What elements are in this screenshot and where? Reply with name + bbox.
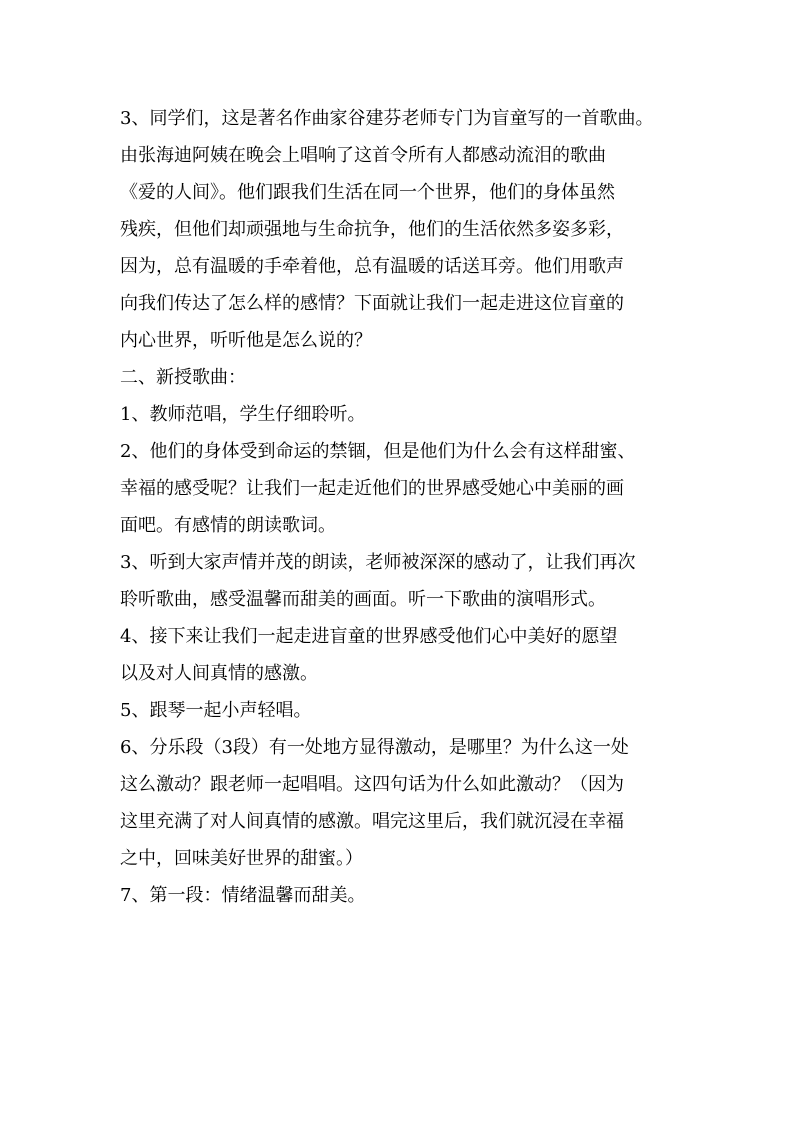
text-line: 以及对人间真情的感激。: [120, 663, 318, 684]
text-line: 3、同学们，这是著名作曲家谷建芬老师专门为盲童写的一首歌曲。: [120, 108, 654, 129]
text-line: 由张海迪阿姨在晚会上唱响了这首令所有人都感动流泪的歌曲: [120, 145, 606, 166]
text-line: 之中，回味美好世界的甜蜜。）: [120, 848, 363, 869]
section-heading: 二、新授歌曲：: [120, 367, 246, 388]
text-line: 面吧。有感情的朗读歌词。: [120, 515, 336, 536]
document-body: [120, 100, 710, 914]
text-line: 聆听歌曲，感受温馨而甜美的画面。听一下歌曲的演唱形式。: [120, 589, 606, 610]
text-line: 4、接下来让我们一起走进盲童的世界感受他们心中美好的愿望: [120, 626, 618, 647]
text-line: 《爱的人间》。他们跟我们生活在同一个世界，他们的身体虽然: [120, 182, 615, 203]
text-line: 1、教师范唱，学生仔细聆听。: [120, 404, 366, 425]
text-line: 2、他们的身体受到命运的禁锢，但是他们为什么会有这样甜蜜、: [120, 441, 636, 462]
text-line: 6、分乐段（3段）有一处地方显得激动，是哪里？为什么这一处: [120, 737, 629, 758]
text-line: 因为，总有温暖的手牵着他，总有温暖的话送耳旁。他们用歌声: [120, 256, 624, 277]
text-line: 幸福的感受呢？让我们一起走近他们的世界感受她心中美丽的画: [120, 478, 624, 499]
text-line: 7、第一段：情绪温馨而甜美。: [120, 885, 366, 906]
text-line: 残疾，但他们却顽强地与生命抗争，他们的生活依然多姿多彩，: [120, 219, 624, 240]
text-line: 这里充满了对人间真情的感激。唱完这里后，我们就沉浸在幸福: [120, 811, 624, 832]
text-line: 3、听到大家声情并茂的朗读，老师被深深的感动了，让我们再次: [120, 552, 636, 573]
text-line: 5、跟琴一起小声轻唱。: [120, 700, 312, 721]
text-line: 向我们传达了怎么样的感情？下面就让我们一起走进这位盲童的: [120, 293, 624, 314]
text-line: 这么激动？跟老师一起唱唱。这四句话为什么如此激动？（因为: [120, 774, 624, 795]
text-line: 内心世界，听听他是怎么说的？: [120, 330, 372, 351]
